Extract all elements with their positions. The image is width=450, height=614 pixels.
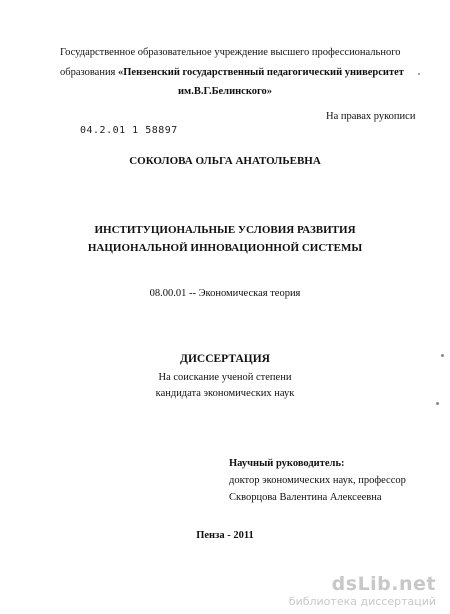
scan-speck bbox=[418, 73, 420, 75]
city-year: Пенза - 2011 bbox=[196, 530, 254, 541]
university-name: «Пензенский государственный педагогический университет bbox=[118, 67, 404, 78]
degree-line-1: На соискание ученой степени bbox=[158, 372, 292, 383]
institution-line-2: образования «Пензенский государственный педагогический университет bbox=[60, 67, 404, 78]
work-type: ДИССЕРТАЦИЯ bbox=[180, 353, 270, 365]
author-name: СОКОЛОВА ОЛЬГА АНАТОЛЬЕВНА bbox=[129, 155, 321, 167]
specialty-code: 08.00.01 -- Экономическая теория bbox=[149, 288, 301, 299]
institution-line-3: им.В.Г.Белинского» bbox=[178, 86, 272, 97]
archive-stamp: 04.2.01 1 58897 bbox=[80, 125, 178, 136]
thesis-title-line-2: НАЦИОНАЛЬНОЙ ИННОВАЦИОННОЙ СИСТЕМЫ bbox=[87, 242, 363, 254]
supervisor-heading: Научный руководитель: bbox=[229, 458, 345, 469]
scan-speck bbox=[441, 354, 444, 357]
supervisor-name: Скворцова Валентина Алексеевна bbox=[229, 492, 382, 503]
watermark-tagline: библиотека диссертаций bbox=[288, 595, 436, 608]
degree-line-2: кандидата экономических наук bbox=[155, 388, 295, 399]
scan-speck bbox=[436, 402, 439, 405]
thesis-title-line-1: ИНСТИТУЦИОНАЛЬНЫЕ УСЛОВИЯ РАЗВИТИЯ bbox=[94, 224, 356, 236]
watermark bbox=[289, 573, 436, 608]
supervisor-rank: доктор экономических наук, профессор bbox=[229, 475, 406, 486]
rights-note: На правах рукописи bbox=[326, 111, 416, 122]
watermark-logo: dsLib.net bbox=[331, 573, 436, 595]
institution-line-1: Государственное образовательное учреждение высшего профессионального bbox=[60, 47, 401, 58]
